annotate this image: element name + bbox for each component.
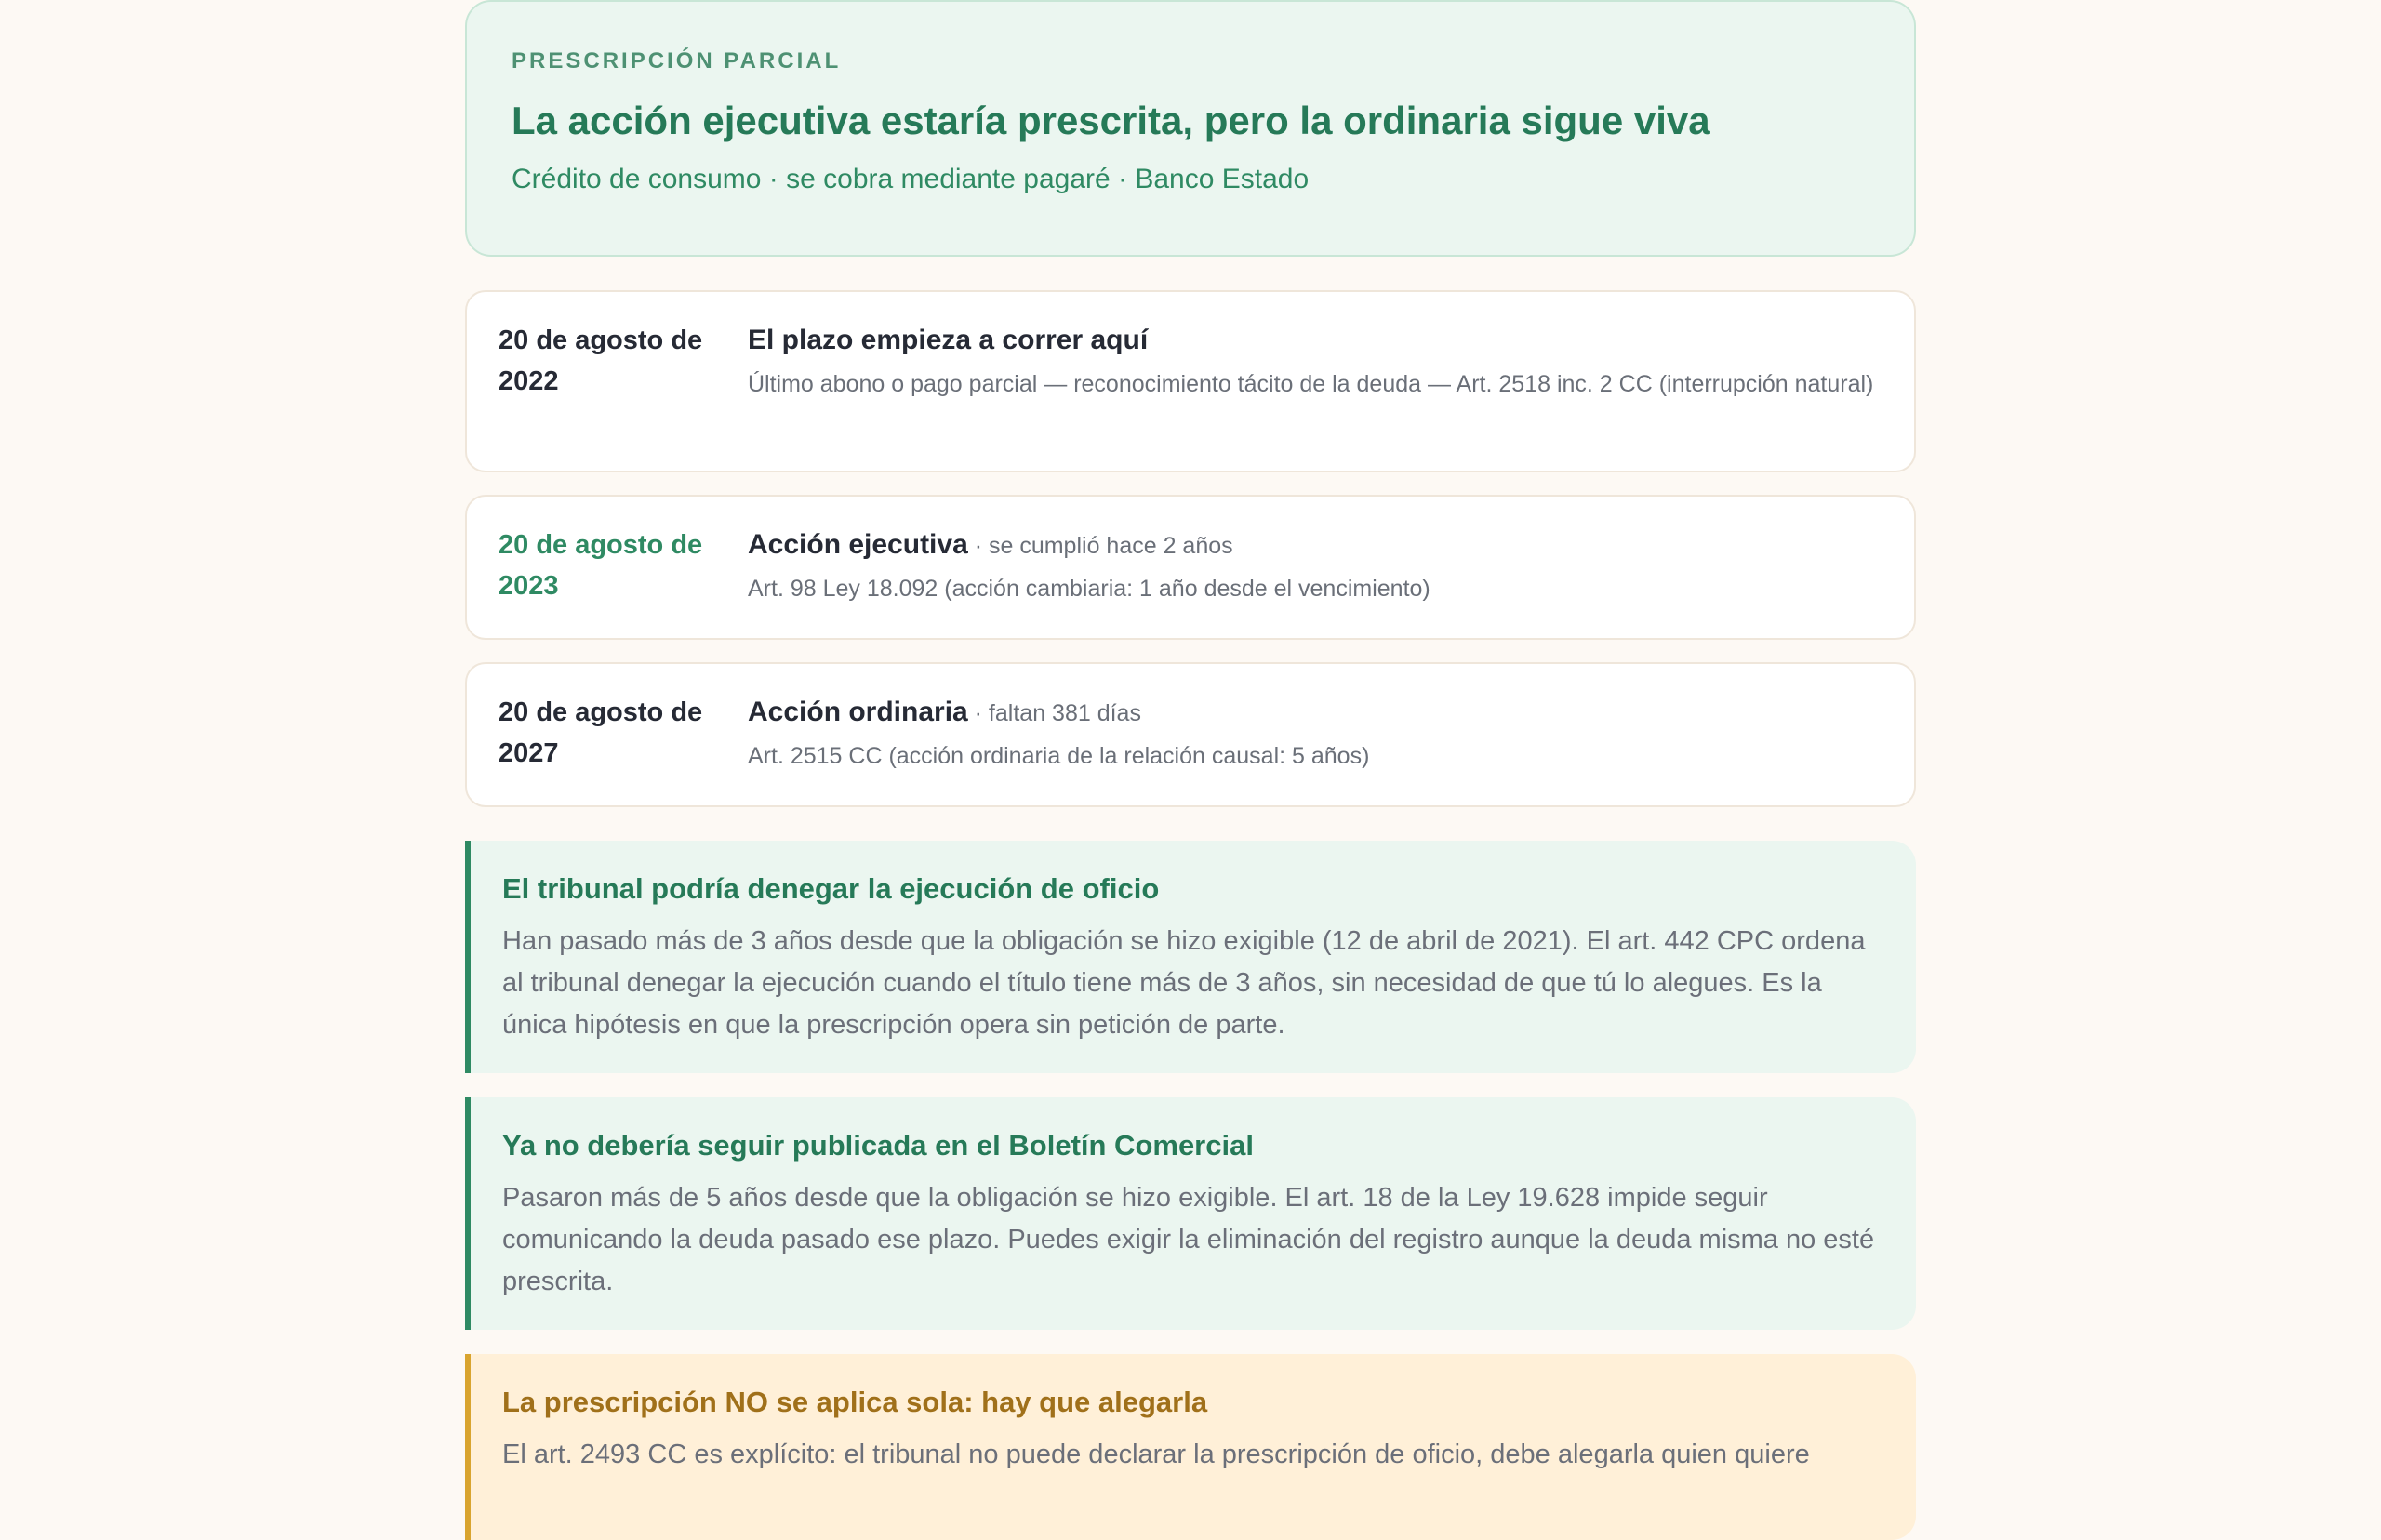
timeline-item-executive-action bbox=[465, 495, 1916, 640]
verdict-summary-card bbox=[465, 0, 1916, 257]
timeline-title bbox=[748, 324, 1881, 358]
callout-boletin-comercial bbox=[465, 1097, 1916, 1330]
timeline-detail bbox=[748, 696, 1881, 805]
callout-title: El tribunal podría denegar la ejecución de oficio bbox=[502, 872, 1160, 905]
timeline-legal-reference: Último abono o pago parcial — reconocimiento tácito de la deuda — Art. 2518 inc. 2 CC (interrupción natural) bbox=[748, 371, 1874, 397]
callout-warning-must-plead bbox=[465, 1354, 1916, 1540]
timeline-date: 20 de agosto de 2022 bbox=[499, 325, 703, 396]
timeline-note: · se cumplió hace 2 años bbox=[967, 533, 1233, 559]
verdict-headline: La acción ejecutiva estaría prescrita, pero la ordinaria sigue viva bbox=[512, 99, 1710, 142]
timeline-title bbox=[748, 528, 1881, 563]
callout-title: Ya no debería seguir publicada en el Boletín Comercial bbox=[502, 1129, 1254, 1162]
timeline-note: · faltan 381 días bbox=[967, 700, 1141, 726]
timeline-title-text: El plazo empieza a correr aquí bbox=[748, 325, 1149, 355]
timeline-title-text: Acción ejecutiva bbox=[748, 529, 968, 560]
callout-body: El art. 2493 CC es explícito: el tribunal no puede declarar la prescripción de oficio, debe alegarla quien quiere bbox=[502, 1440, 1810, 1469]
timeline-item-start bbox=[465, 290, 1916, 472]
timeline-detail bbox=[748, 528, 1881, 638]
verdict-eyebrow: PRESCRIPCIÓN PARCIAL bbox=[512, 48, 842, 73]
timeline-date: 20 de agosto de 2027 bbox=[499, 697, 703, 768]
timeline-item-ordinary-action bbox=[465, 662, 1916, 807]
callout-court-denial bbox=[465, 841, 1916, 1073]
timeline-title-text: Acción ordinaria bbox=[748, 697, 968, 727]
results-column bbox=[465, 0, 1916, 1540]
timeline-detail bbox=[748, 324, 1881, 471]
timeline-date: 20 de agosto de 2023 bbox=[499, 530, 703, 601]
timeline-legal-reference: Art. 2515 CC (acción ordinaria de la relación causal: 5 años) bbox=[748, 743, 1370, 769]
verdict-subline: Crédito de consumo · se cobra mediante pagaré · Banco Estado bbox=[512, 164, 1310, 194]
timeline-title bbox=[748, 696, 1881, 730]
callout-title: La prescripción NO se aplica sola: hay que alegarla bbox=[502, 1386, 1208, 1418]
timeline-legal-reference: Art. 98 Ley 18.092 (acción cambiaria: 1 año desde el vencimiento) bbox=[748, 576, 1430, 602]
callout-body: Pasaron más de 5 años desde que la obligación se hizo exigible. El art. 18 de la Ley 19.628 impide seguir comunicando la deuda pasado ese plazo. Puedes exigir la eliminación del registro aunque la deuda misma no esté prescrita. bbox=[502, 1183, 1875, 1296]
callout-body: Han pasado más de 3 años desde que la obligación se hizo exigible (12 de abril de 2021). El art. 442 CPC ordena al tribunal denegar la ejecución cuando el título tiene más de 3 años, sin necesidad de que tú lo alegues. Es la única hipótesis en que la prescripción opera sin petición de parte. bbox=[502, 926, 1866, 1040]
